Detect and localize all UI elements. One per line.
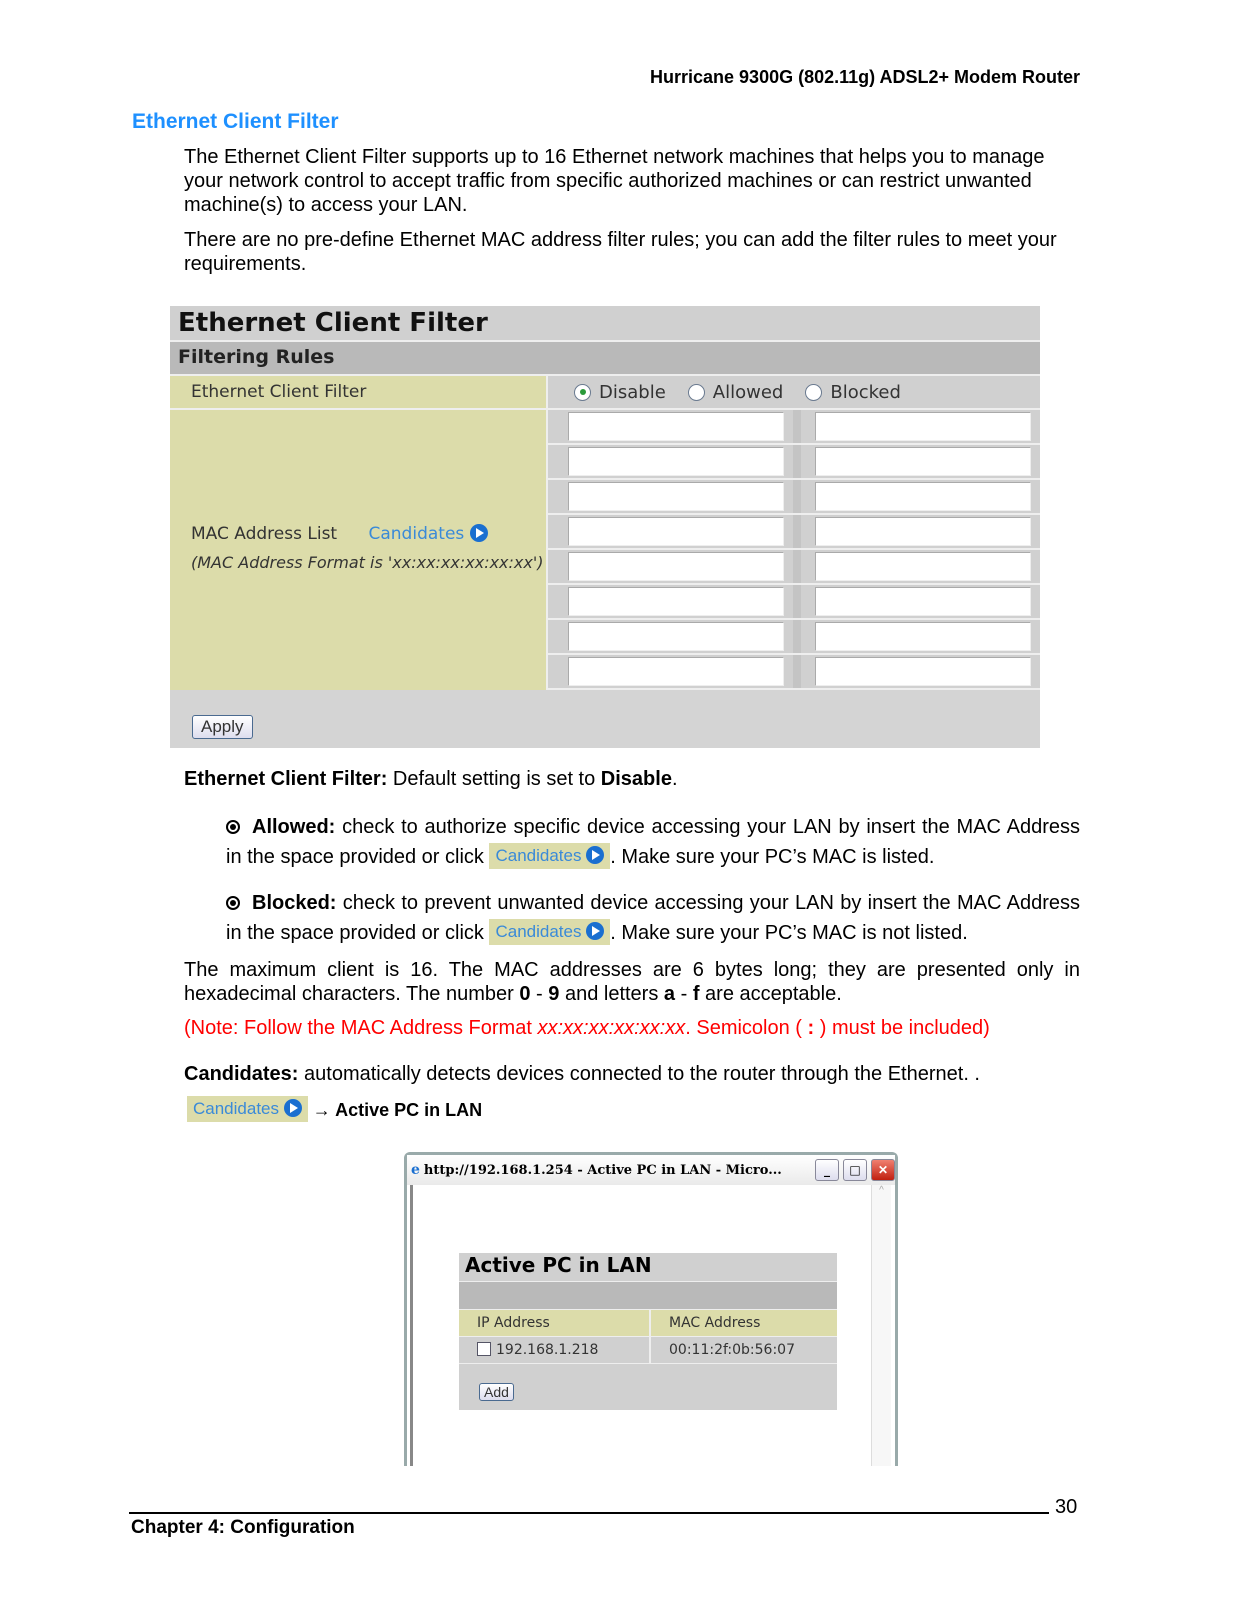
mac-address-input[interactable] [568,552,784,581]
mac-row [548,550,1040,585]
mac-row [548,585,1040,620]
radio-allowed[interactable] [688,382,784,403]
mac-address-input[interactable] [568,517,784,546]
note-text: (Note: Follow the MAC Address Format xx:xx:xx:xx:xx:xx. Semicolon ( : ) must be included) [184,1017,990,1039]
filter-label: Ethernet Client Filter [170,376,548,408]
play-arrow-icon [284,1099,302,1117]
col-mac: MAC Address [649,1310,837,1336]
intro-paragraph-2: There are no pre-define Ethernet MAC address filter rules; you can add the filter rules to meet your requirements. [184,229,1057,275]
play-arrow-icon [586,846,604,864]
radio-disable[interactable] [574,382,666,403]
select-checkbox[interactable] [477,1342,491,1356]
bullet-icon [226,820,240,834]
filter-panel-screenshot [170,306,1040,748]
radio-icon [574,384,591,401]
mac-address-input[interactable] [815,412,1031,441]
ie-icon: e [411,1162,420,1178]
radio-label: Allowed [712,381,784,403]
candidates-label: Candidates [368,524,465,544]
mac-row [548,655,1040,690]
mac-format-hint: (MAC Address Format is 'xx:xx:xx:xx:xx:xx') [191,553,544,572]
window-title: http://192.168.1.254 - Active PC in LAN - Micro... [423,1162,782,1178]
candidates-button-image: Candidates [489,843,610,869]
mac-value: 00:11:2f:0b:56:07 [649,1337,837,1363]
close-icon[interactable]: ✕ [871,1159,895,1181]
radio-icon [688,384,705,401]
candidates-button-image: Candidates [187,1096,308,1122]
mac-address-input[interactable] [815,552,1031,581]
candidates-button-image: Candidates [489,919,610,945]
candidates-link[interactable] [369,524,488,544]
intro-paragraph: The Ethernet Client Filter supports up to 16 Ethernet network machines that helps you to manage your network control to accept traffic from specific authorized machines or can restrict unwanted machine(s) to access your LAN. [184,146,1045,216]
mac-row [548,410,1040,445]
apply-button[interactable]: Apply [192,715,253,739]
bullet-icon [226,896,240,910]
mac-address-input[interactable] [815,622,1031,651]
chapter-footer: Chapter 4: Configuration [131,1517,355,1538]
ip-value: 192.168.1.218 [496,1342,599,1358]
active-pc-table [459,1253,837,1410]
panel-subtitle: Filtering Rules [170,342,1040,376]
filter-mode-radios [548,376,1040,408]
mac-row [548,445,1040,480]
default-setting-text: Ethernet Client Filter: Default setting is set to Disable. [184,768,678,790]
play-arrow-icon [586,922,604,940]
max-client-text: The maximum client is 16. The MAC addresses are 6 bytes long; they are presented only in hexadecimal characters. The number 0 - 9 and letters a - f are acceptable. [184,959,1080,1005]
mac-address-input[interactable] [568,412,784,441]
popup-window-screenshot [404,1152,898,1466]
flow-arrow-text: → Active PC in LAN [312,1100,483,1120]
mac-row [548,620,1040,655]
mac-address-input[interactable] [568,482,784,511]
add-button[interactable]: Add [479,1383,514,1401]
maximize-icon[interactable]: □ [843,1159,867,1181]
candidates-text: Candidates: automatically detects devices connected to the router through the Ethernet. . [184,1063,980,1085]
radio-label: Blocked [830,381,901,403]
allowed-description: Allowed: check to authorize specific device accessing your LAN by insert the MAC Address in the space provided or click Candidates . Make sure your PC’s MAC is listed. [226,816,1080,868]
mac-address-input[interactable] [815,657,1031,686]
radio-blocked[interactable] [805,382,901,403]
active-pc-heading: Active PC in LAN [459,1253,837,1282]
radio-label: Disable [599,381,666,403]
mac-address-input[interactable] [815,447,1031,476]
play-arrow-icon [470,524,488,542]
page-number: 30 [1055,1496,1078,1518]
doc-header: Hurricane 9300G (802.11g) ADSL2+ Modem Router [650,67,1080,87]
mac-address-input[interactable] [568,622,784,651]
mac-address-input[interactable] [568,447,784,476]
scrollbar[interactable]: ^ [871,1185,891,1466]
footer-rule [129,1512,1049,1514]
radio-icon [805,384,822,401]
table-row [459,1337,837,1364]
blocked-description: Blocked: check to prevent unwanted device accessing your LAN by insert the MAC Address in the space provided or click Candidates . Make sure your PC’s MAC is not listed. [226,892,1080,944]
mac-address-input[interactable] [815,482,1031,511]
col-ip: IP Address [477,1315,550,1331]
mac-row [548,515,1040,550]
mac-address-input[interactable] [815,517,1031,546]
section-title: Ethernet Client Filter [132,110,339,133]
candidates-flow [187,1096,482,1122]
mac-list-label: MAC Address List [191,524,338,544]
minimize-icon[interactable]: _ [815,1159,839,1181]
mac-address-input[interactable] [568,587,784,616]
mac-address-input[interactable] [568,657,784,686]
mac-address-input[interactable] [815,587,1031,616]
mac-row [548,480,1040,515]
panel-title: Ethernet Client Filter [170,306,1040,342]
